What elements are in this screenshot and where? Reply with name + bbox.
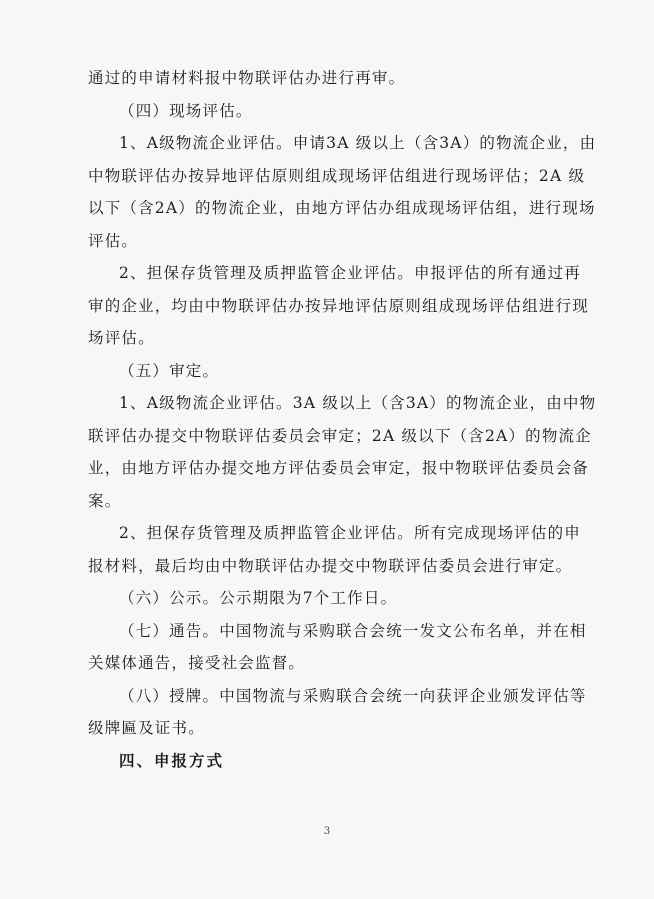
paragraph-line: 报材料，最后均由中物联评估办提交中物联评估委员会进行审定。	[88, 556, 573, 575]
paragraph-line: 评估。	[88, 231, 139, 250]
section-heading: 四、申报方式	[119, 750, 225, 770]
page-number: 3	[323, 826, 331, 837]
paragraph-line: 级牌匾及证书。	[88, 719, 205, 737]
paragraph-line: 以下（含2A）的物流企业，由地方评估办组成现场评估组，进行现场	[88, 199, 596, 217]
subsection-heading: （四）现场评估。	[119, 101, 253, 120]
paragraph-line: 2、担保存货管理及质押监管企业评估。所有完成现场评估的申	[119, 524, 581, 542]
paragraph-line: 案。	[88, 491, 122, 510]
paragraph-line: 关媒体通告，接受社会监督。	[88, 654, 306, 672]
paragraph-line: 1、A级物流企业评估。申请3A 级以上（含3A）的物流企业，由	[119, 134, 597, 152]
paragraph-line: 场评估。	[88, 329, 155, 347]
paragraph-line: （六）公示。公示期限为7个工作日。	[119, 589, 398, 607]
paragraph-line: 1、A级物流企业评估。3A 级以上（含3A）的物流企业，由中物	[119, 394, 597, 412]
paragraph-line: （八）授牌。中国物流与采购联合会统一向获评企业颁发评估等	[119, 686, 587, 705]
paragraph-line: 业，由地方评估办提交地方评估委员会审定，报中物联评估委员会备	[88, 459, 590, 477]
paragraph-line: 通过的申请材料报中物联评估办进行再审。	[88, 69, 406, 87]
paragraph-line: 中物联评估办按异地评估原则组成现场评估组进行现场评估；2A 级	[88, 166, 586, 185]
paragraph-line: 2、担保存货管理及质押监管企业评估。申报评估的所有通过再	[119, 264, 581, 282]
subsection-heading: （五）审定。	[119, 361, 220, 380]
paragraph-line: （七）通告。中国物流与采购联合会统一发文公布名单，并在相	[119, 621, 587, 640]
document-body	[88, 62, 608, 777]
paragraph-line: 联评估办提交中物联评估委员会审定；2A 级以下（含2A）的物流企	[88, 426, 592, 445]
paragraph-line: 审的企业，均由中物联评估办按异地评估原则组成现场评估组进行现	[88, 296, 590, 315]
